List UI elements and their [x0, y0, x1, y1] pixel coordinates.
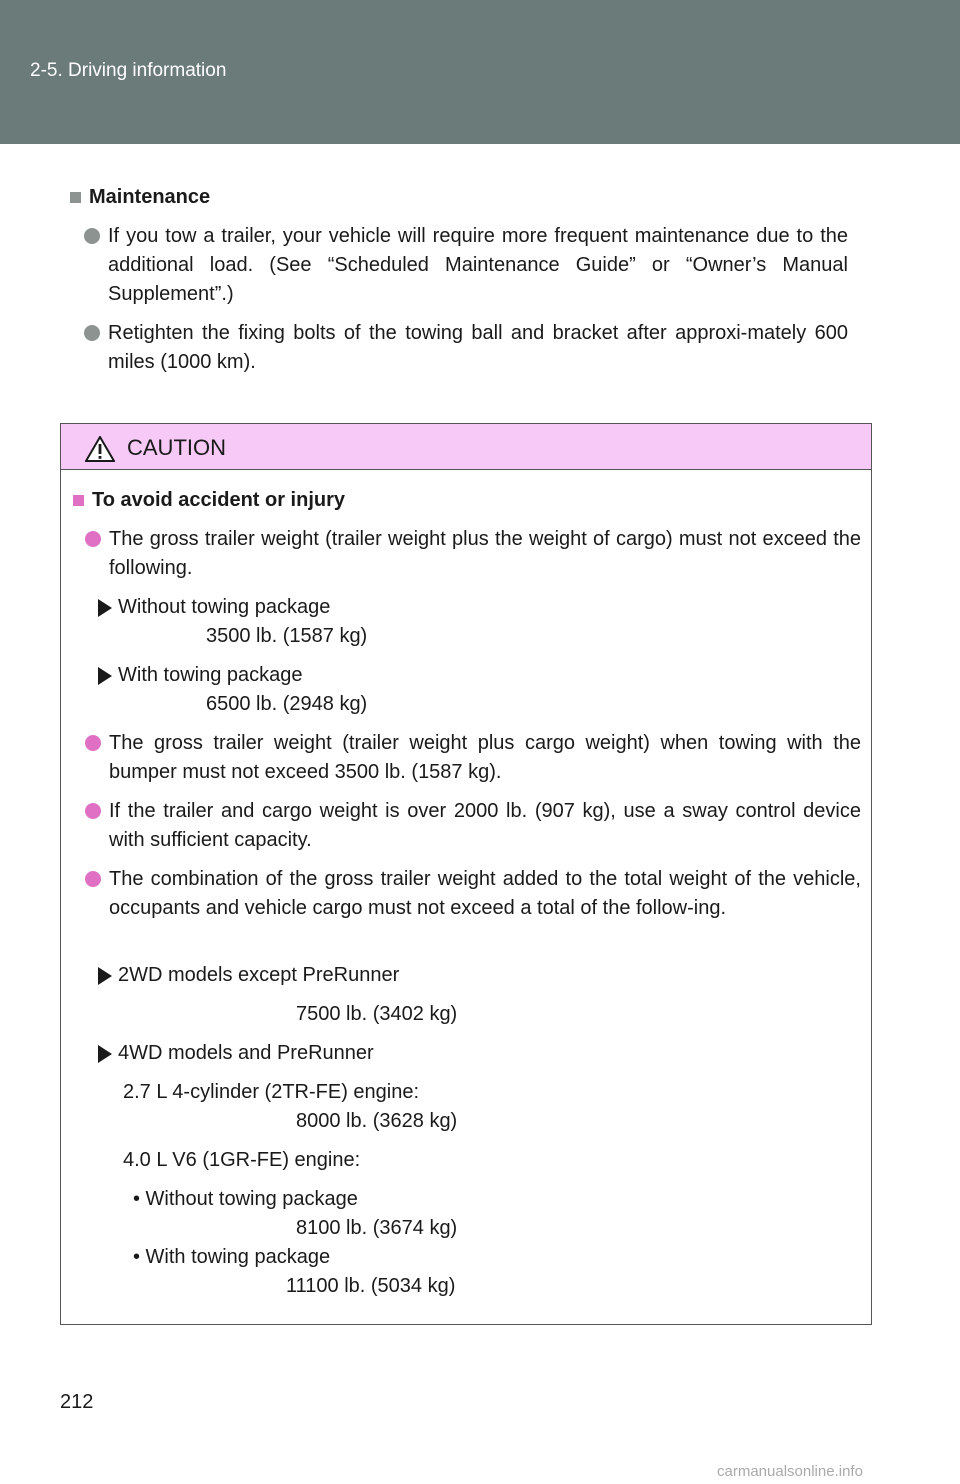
caution-label: CAUTION	[127, 435, 226, 460]
caution-section-title	[73, 489, 345, 512]
model-2wd-value: 7500 lb. (3402 kg)	[296, 1003, 458, 1025]
caution-bullet-3	[109, 797, 861, 855]
caution-bullet-3-text: If the trailer and cargo weight is over 2000 lb. (907 kg), use a sway control device with sufficient capacity.	[109, 800, 861, 851]
square-bullet-icon	[73, 495, 84, 506]
arrow-right-icon	[98, 967, 112, 985]
watermark: carmanualsonline.info	[717, 1463, 863, 1480]
without-towing-package-value: 3500 lb. (1587 kg)	[206, 625, 368, 647]
model-4wd	[98, 1039, 374, 1068]
with-towing-package	[98, 661, 303, 690]
with-towing-package-value: 6500 lb. (2948 kg)	[206, 693, 368, 715]
page-number: 212	[60, 1391, 94, 1413]
arrow-right-icon	[98, 1045, 112, 1063]
engine-27-label: 2.7 L 4-cylinder (2TR-FE) engine:	[123, 1081, 420, 1103]
arrow-right-icon	[98, 667, 112, 685]
circle-bullet-icon	[85, 735, 101, 751]
with-towing-package-label: With towing package	[118, 664, 303, 686]
maintenance-item-2	[108, 319, 848, 377]
page-header	[0, 0, 960, 144]
engine-40-label: 4.0 L V6 (1GR-FE) engine:	[123, 1149, 361, 1171]
maintenance-item-1-text: If you tow a trailer, your vehicle will require more frequent maintenance due to the additional load. (See “Scheduled Maintenance Guide” or “Owner’s Manual Supplement”.)	[108, 225, 848, 305]
v6-without-towing-value: 8100 lb. (3674 kg)	[296, 1217, 458, 1239]
circle-bullet-icon	[84, 228, 100, 244]
caution-bullet-1	[109, 525, 861, 583]
circle-bullet-icon	[85, 531, 101, 547]
caution-section-title-text: To avoid accident or injury	[92, 489, 346, 511]
model-2wd-label: 2WD models except PreRunner	[118, 964, 400, 986]
warning-triangle-icon	[85, 436, 115, 462]
engine-27-value: 8000 lb. (3628 kg)	[296, 1110, 458, 1132]
caution-bullet-4	[109, 865, 861, 923]
v6-with-towing-label: • With towing package	[133, 1246, 331, 1268]
model-2wd	[98, 961, 399, 990]
caution-bullet-1-text: The gross trailer weight (trailer weight plus the weight of cargo) must not exceed the following.	[109, 528, 861, 579]
caution-bullet-2	[109, 729, 861, 787]
maintenance-item-1	[108, 222, 848, 309]
v6-with-towing-value: 11100 lb. (5034 kg)	[286, 1275, 456, 1297]
header-title: 2-5. Driving information	[30, 60, 227, 81]
square-bullet-icon	[70, 192, 81, 203]
v6-without-towing-label: • Without towing package	[133, 1188, 358, 1210]
caution-bullet-4-text: The combination of the gross trailer weight added to the total weight of the vehicle, occupants and vehicle cargo must not exceed a total of the follow-ing.	[109, 868, 861, 919]
circle-bullet-icon	[85, 871, 101, 887]
arrow-right-icon	[98, 599, 112, 617]
without-towing-package-label: Without towing package	[118, 596, 331, 618]
caution-bullet-2-text: The gross trailer weight (trailer weight plus cargo weight) when towing with the bumper must not exceed 3500 lb. (1587 kg).	[109, 732, 861, 783]
circle-bullet-icon	[85, 803, 101, 819]
circle-bullet-icon	[84, 325, 100, 341]
model-4wd-label: 4WD models and PreRunner	[118, 1042, 374, 1064]
caution-header	[61, 424, 871, 470]
maintenance-title	[70, 186, 210, 209]
maintenance-item-2-text: Retighten the fixing bolts of the towing ball and bracket after approxi-mately 600 miles (1000 km).	[108, 322, 848, 373]
without-towing-package	[98, 593, 330, 622]
caution-box	[60, 423, 872, 1325]
maintenance-title-text: Maintenance	[89, 186, 211, 208]
